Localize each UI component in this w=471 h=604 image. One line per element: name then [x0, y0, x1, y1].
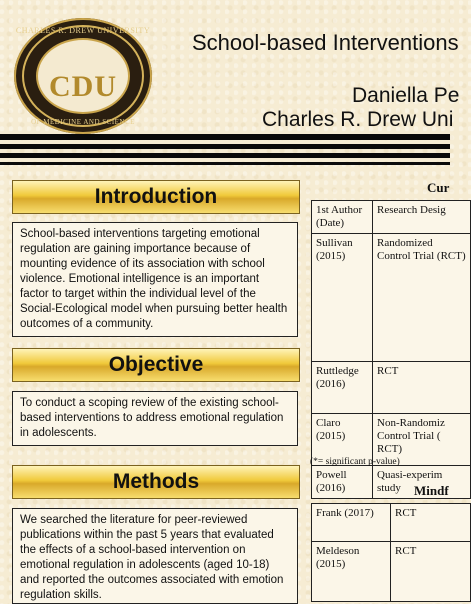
table-cell: Frank (2017): [312, 504, 391, 542]
table-cell: Meldeson (2015): [312, 542, 391, 602]
header-rule-1: [0, 134, 450, 140]
logo-monogram: CDU: [49, 70, 117, 103]
table-row: [312, 234, 471, 362]
introduction-body: School-based interventions targeting emotional regulation are gaining importance because of mounting evidence of its association with school violence. Emotional intelligence is an important factor to target within the individual level of the Social-Ecological model when pursuing better health outcomes of a community.: [12, 222, 298, 337]
poster-affiliation: Charles R. Drew Uni: [262, 108, 454, 131]
poster-author: Daniella Pe: [352, 84, 460, 107]
table-cell: RCT: [391, 504, 471, 542]
header-rule-3: [0, 153, 450, 158]
table-cell: Quasi-experim study: [373, 466, 471, 499]
poster-title: School-based Interventions: [192, 30, 459, 55]
table-row: [312, 362, 471, 414]
header-rule-4: [0, 162, 450, 165]
objective-body: To conduct a scoping review of the existing school-based interventions to address emotional regulation in adolescents.: [12, 391, 298, 446]
introduction-heading: Introduction: [12, 180, 300, 214]
objective-heading: Objective: [12, 348, 300, 382]
table-cell: Non-Randomiz Control Trial ( RCT): [373, 414, 471, 466]
table-cell: Claro (2015): [312, 414, 373, 466]
table1-header-row: [312, 201, 471, 234]
table-cell: RCT: [373, 362, 471, 414]
table1-title: Cur: [427, 180, 450, 195]
logo-bottom-text: OF MEDICINE AND SCIENCE: [31, 118, 135, 126]
literature-table-current: [311, 200, 471, 499]
header-rule-2: [0, 144, 450, 149]
table1-header-cell: Research Desig: [373, 201, 471, 234]
table-cell: RCT: [391, 542, 471, 602]
table-row: [312, 504, 471, 542]
table-cell: Randomized Control Trial (RCT): [373, 234, 471, 362]
table-cell: Ruttledge (2016): [312, 362, 373, 414]
significance-note: (*= significant p-value): [310, 457, 400, 467]
table2-title: Mindf: [414, 483, 449, 498]
table-cell: Sullivan (2015): [312, 234, 373, 362]
table1-header-cell: 1st Author (Date): [312, 201, 373, 234]
logo-inner: [36, 38, 130, 114]
cdu-logo: [14, 18, 152, 134]
table-cell: Powell (2016): [312, 466, 373, 499]
table-row: [312, 542, 471, 602]
literature-table-mindfulness: [311, 503, 471, 602]
methods-body: We searched the literature for peer-reviewed publications within the past 5 years that evaluated the effects of a school-based intervention on emotional regulation in adolescents (aged 10-18) and reported the outcomes associated with emotion regulation skills.: [12, 508, 298, 604]
methods-heading: Methods: [12, 465, 300, 499]
logo-top-text: CHARLES R. DREW UNIVERSITY: [15, 26, 151, 35]
